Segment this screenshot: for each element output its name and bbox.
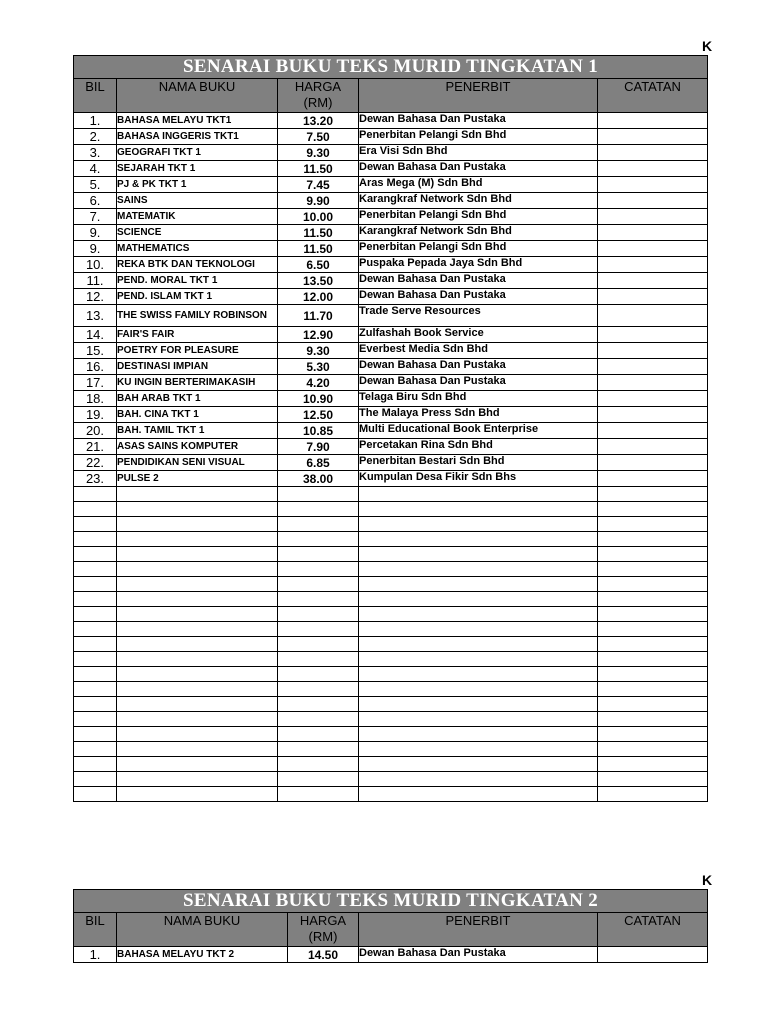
corner-mark: K [702,38,713,54]
book-name-cell [117,637,278,652]
price-cell [278,637,359,652]
bil-cell [74,712,117,727]
header-harga-line1: HARGA [299,913,347,928]
table-row [74,471,708,487]
book-name-cell: PJ & PK TKT 1 [117,177,278,193]
bil-cell: 11. [74,273,117,289]
notes-cell [598,502,708,517]
book-name-cell: SCIENCE [117,225,278,241]
book-name-cell [117,652,278,667]
book-name-cell [117,742,278,757]
book-name-cell: BAH. TAMIL TKT 1 [117,423,278,439]
table-row [74,193,708,209]
header-catatan: CATATAN [598,913,708,947]
table-row [74,502,708,517]
bil-cell: 5. [74,177,117,193]
table-row [74,727,708,742]
price-cell [278,577,359,592]
book-name-cell [117,667,278,682]
publisher-cell: Karangkraf Network Sdn Bhd [359,193,598,209]
price-cell: 13.50 [278,273,359,289]
corner-mark: K [702,872,713,888]
header-catatan: CATATAN [598,79,708,113]
notes-cell [598,562,708,577]
table-row [74,652,708,667]
price-cell: 4.20 [278,375,359,391]
bil-cell [74,577,117,592]
bil-cell [74,757,117,772]
publisher-cell: Dewan Bahasa Dan Pustaka [359,161,598,177]
table-row [74,289,708,305]
price-cell: 14.50 [288,947,359,963]
book-name-cell: FAIR'S FAIR [117,327,278,343]
table-row [74,177,708,193]
bil-cell: 6. [74,193,117,209]
bil-cell: 1. [74,113,117,129]
price-cell: 7.90 [278,439,359,455]
book-name-cell: BAHASA MELAYU TKT1 [117,113,278,129]
book-name-cell: BAH. CINA TKT 1 [117,407,278,423]
header-harga [278,79,359,113]
table-body [74,947,708,963]
publisher-cell: Kumpulan Desa Fikir Sdn Bhs [359,471,598,487]
book-name-cell [117,787,278,802]
table-row [74,375,708,391]
book-name-cell [117,682,278,697]
notes-cell [598,423,708,439]
bil-cell: 18. [74,391,117,407]
bil-cell: 23. [74,471,117,487]
publisher-cell [359,637,598,652]
price-cell: 9.30 [278,343,359,359]
notes-cell [598,622,708,637]
table-row [74,577,708,592]
header-harga [288,913,359,947]
book-name-cell: ASAS SAINS KOMPUTER [117,439,278,455]
notes-cell [598,289,708,305]
notes-cell [598,471,708,487]
publisher-cell: Karangkraf Network Sdn Bhd [359,225,598,241]
price-cell: 11.50 [278,225,359,241]
notes-cell [598,652,708,667]
price-cell [278,592,359,607]
notes-cell [598,225,708,241]
notes-cell [598,667,708,682]
notes-cell [598,697,708,712]
notes-cell [598,787,708,802]
price-cell: 12.50 [278,407,359,423]
bil-cell [74,637,117,652]
book-name-cell [117,532,278,547]
price-cell: 6.85 [278,455,359,471]
table-row [74,562,708,577]
table-row [74,305,708,327]
price-cell: 38.00 [278,471,359,487]
publisher-cell: Dewan Bahasa Dan Pustaka [359,375,598,391]
bil-cell: 12. [74,289,117,305]
book-name-cell: GEOGRAFI TKT 1 [117,145,278,161]
publisher-cell [359,592,598,607]
book-name-cell: DESTINASI IMPIAN [117,359,278,375]
bil-cell [74,622,117,637]
publisher-cell: Penerbitan Pelangi Sdn Bhd [359,129,598,145]
price-cell: 7.45 [278,177,359,193]
table-row [74,712,708,727]
publisher-cell [359,787,598,802]
table-title: SENARAI BUKU TEKS MURID TINGKATAN 2 [74,890,708,913]
bil-cell: 2. [74,129,117,145]
bil-cell: 16. [74,359,117,375]
notes-cell [598,439,708,455]
table-row [74,161,708,177]
book-name-cell: MATEMATIK [117,209,278,225]
publisher-cell: Everbest Media Sdn Bhd [359,343,598,359]
bil-cell: 21. [74,439,117,455]
notes-cell [598,273,708,289]
book-name-cell [117,517,278,532]
table-row [74,947,708,963]
price-cell [278,757,359,772]
publisher-cell: Dewan Bahasa Dan Pustaka [359,289,598,305]
book-name-cell: POETRY FOR PLEASURE [117,343,278,359]
publisher-cell: Aras Mega (M) Sdn Bhd [359,177,598,193]
publisher-cell [359,502,598,517]
notes-cell [598,532,708,547]
bil-cell: 19. [74,407,117,423]
book-name-cell [117,547,278,562]
publisher-cell: Telaga Biru Sdn Bhd [359,391,598,407]
table-row [74,637,708,652]
table-row [74,697,708,712]
publisher-cell [359,622,598,637]
price-cell [278,697,359,712]
bil-cell [74,727,117,742]
table-row [74,241,708,257]
table-row [74,145,708,161]
table-row [74,787,708,802]
notes-cell [598,607,708,622]
table-row [74,209,708,225]
price-cell [278,667,359,682]
notes-cell [598,947,708,963]
book-name-cell: SEJARAH TKT 1 [117,161,278,177]
bil-cell [74,562,117,577]
publisher-cell [359,697,598,712]
bil-cell [74,652,117,667]
price-cell: 10.85 [278,423,359,439]
publisher-cell [359,652,598,667]
table-row [74,113,708,129]
bil-cell: 13. [74,305,117,327]
notes-cell [598,407,708,423]
price-cell [278,547,359,562]
table-row [74,455,708,471]
table-row [74,327,708,343]
publisher-cell [359,712,598,727]
table-row [74,257,708,273]
publisher-cell [359,682,598,697]
book-name-cell: PULSE 2 [117,471,278,487]
notes-cell [598,391,708,407]
notes-cell [598,577,708,592]
table-row [74,772,708,787]
header-harga-line1: HARGA [294,79,342,94]
price-cell: 11.70 [278,305,359,327]
textbook-table-form1 [73,55,708,802]
bil-cell: 10. [74,257,117,273]
publisher-cell [359,772,598,787]
price-cell [278,742,359,757]
publisher-cell: Zulfashah Book Service [359,327,598,343]
notes-cell [598,712,708,727]
publisher-cell [359,562,598,577]
table-row [74,607,708,622]
price-cell [278,682,359,697]
notes-cell [598,241,708,257]
bil-cell: 22. [74,455,117,471]
table-title: SENARAI BUKU TEKS MURID TINGKATAN 1 [74,56,708,79]
book-name-cell [117,577,278,592]
table-row [74,225,708,241]
publisher-cell: Puspaka Pepada Jaya Sdn Bhd [359,257,598,273]
table-body [74,113,708,802]
price-cell [278,532,359,547]
price-cell: 9.30 [278,145,359,161]
book-name-cell [117,622,278,637]
book-name-cell [117,562,278,577]
book-name-cell [117,487,278,502]
book-name-cell [117,607,278,622]
publisher-cell [359,487,598,502]
price-cell [278,652,359,667]
header-nama-buku: NAMA BUKU [117,913,288,947]
price-cell: 5.30 [278,359,359,375]
table-row [74,359,708,375]
bil-cell: 9. [74,225,117,241]
bil-cell [74,592,117,607]
publisher-cell: Dewan Bahasa Dan Pustaka [359,947,598,963]
price-cell: 11.50 [278,241,359,257]
table-row [74,592,708,607]
book-name-cell [117,592,278,607]
notes-cell [598,682,708,697]
notes-cell [598,637,708,652]
book-name-cell: KU INGIN BERTERIMAKASIH [117,375,278,391]
notes-cell [598,547,708,562]
price-cell [278,712,359,727]
header-penerbit: PENERBIT [359,79,598,113]
book-name-cell [117,772,278,787]
price-cell [278,502,359,517]
header-bil: BIL [74,913,117,947]
price-cell [278,787,359,802]
bil-cell: 20. [74,423,117,439]
publisher-cell: Dewan Bahasa Dan Pustaka [359,359,598,375]
bil-cell: 3. [74,145,117,161]
notes-cell [598,193,708,209]
bil-cell: 15. [74,343,117,359]
price-cell: 11.50 [278,161,359,177]
price-cell [278,622,359,637]
price-cell [278,772,359,787]
book-name-cell: PEND. MORAL TKT 1 [117,273,278,289]
publisher-cell [359,742,598,757]
notes-cell [598,517,708,532]
book-name-cell [117,727,278,742]
header-harga-line2: (RM) [308,929,338,944]
notes-cell [598,375,708,391]
textbook-table-form2 [73,889,708,963]
price-cell: 13.20 [278,113,359,129]
notes-cell [598,772,708,787]
notes-cell [598,592,708,607]
publisher-cell: Dewan Bahasa Dan Pustaka [359,113,598,129]
notes-cell [598,209,708,225]
bil-cell: 9. [74,241,117,257]
price-cell: 10.90 [278,391,359,407]
header-nama-buku: NAMA BUKU [117,79,278,113]
table-row [74,667,708,682]
price-cell: 12.90 [278,327,359,343]
publisher-cell [359,667,598,682]
notes-cell [598,327,708,343]
table-row [74,547,708,562]
notes-cell [598,455,708,471]
publisher-cell: Penerbitan Pelangi Sdn Bhd [359,241,598,257]
bil-cell [74,547,117,562]
price-cell: 12.00 [278,289,359,305]
publisher-cell [359,727,598,742]
publisher-cell: Multi Educational Book Enterprise [359,423,598,439]
price-cell: 10.00 [278,209,359,225]
table-row [74,532,708,547]
book-name-cell: PENDIDIKAN SENI VISUAL [117,455,278,471]
book-name-cell: THE SWISS FAMILY ROBINSON [117,305,278,327]
notes-cell [598,145,708,161]
notes-cell [598,305,708,327]
header-bil: BIL [74,79,117,113]
bil-cell [74,787,117,802]
publisher-cell: Era Visi Sdn Bhd [359,145,598,161]
publisher-cell [359,532,598,547]
price-cell [278,562,359,577]
publisher-cell: The Malaya Press Sdn Bhd [359,407,598,423]
book-name-cell [117,697,278,712]
price-cell [278,727,359,742]
table-row [74,487,708,502]
publisher-cell: Percetakan Rina Sdn Bhd [359,439,598,455]
bil-cell [74,607,117,622]
price-cell [278,517,359,532]
notes-cell [598,757,708,772]
header-penerbit: PENERBIT [359,913,598,947]
bil-cell: 1. [74,947,117,963]
header-harga-line2: (RM) [303,95,333,110]
table-row [74,273,708,289]
table-row [74,439,708,455]
publisher-cell [359,547,598,562]
table-row [74,423,708,439]
notes-cell [598,727,708,742]
notes-cell [598,113,708,129]
notes-cell [598,343,708,359]
price-cell: 7.50 [278,129,359,145]
price-cell: 6.50 [278,257,359,273]
book-name-cell: BAH ARAB TKT 1 [117,391,278,407]
notes-cell [598,161,708,177]
bil-cell [74,667,117,682]
bil-cell [74,682,117,697]
publisher-cell [359,757,598,772]
book-name-cell [117,757,278,772]
bil-cell [74,772,117,787]
book-name-cell: MATHEMATICS [117,241,278,257]
bil-cell: 7. [74,209,117,225]
notes-cell [598,177,708,193]
price-cell [278,487,359,502]
bil-cell: 4. [74,161,117,177]
bil-cell: 14. [74,327,117,343]
publisher-cell: Trade Serve Resources [359,305,598,327]
book-name-cell: REKA BTK DAN TEKNOLOGI [117,257,278,273]
table-row [74,343,708,359]
publisher-cell [359,577,598,592]
bil-cell [74,697,117,712]
notes-cell [598,129,708,145]
book-name-cell [117,502,278,517]
notes-cell [598,257,708,273]
publisher-cell: Penerbitan Pelangi Sdn Bhd [359,209,598,225]
bil-cell [74,502,117,517]
table-row [74,757,708,772]
table-row [74,407,708,423]
bil-cell [74,517,117,532]
notes-cell [598,359,708,375]
publisher-cell [359,607,598,622]
notes-cell [598,487,708,502]
book-name-cell [117,712,278,727]
price-cell: 9.90 [278,193,359,209]
table-row [74,391,708,407]
bil-cell [74,742,117,757]
price-cell [278,607,359,622]
book-name-cell: PEND. ISLAM TKT 1 [117,289,278,305]
publisher-cell [359,517,598,532]
notes-cell [598,742,708,757]
book-name-cell: SAINS [117,193,278,209]
table-row [74,622,708,637]
publisher-cell: Penerbitan Bestari Sdn Bhd [359,455,598,471]
table-row [74,682,708,697]
table-row [74,517,708,532]
table-row [74,742,708,757]
table-row [74,129,708,145]
bil-cell: 17. [74,375,117,391]
book-name-cell: BAHASA INGGERIS TKT1 [117,129,278,145]
book-name-cell: BAHASA MELAYU TKT 2 [117,947,288,963]
bil-cell [74,487,117,502]
publisher-cell: Dewan Bahasa Dan Pustaka [359,273,598,289]
bil-cell [74,532,117,547]
